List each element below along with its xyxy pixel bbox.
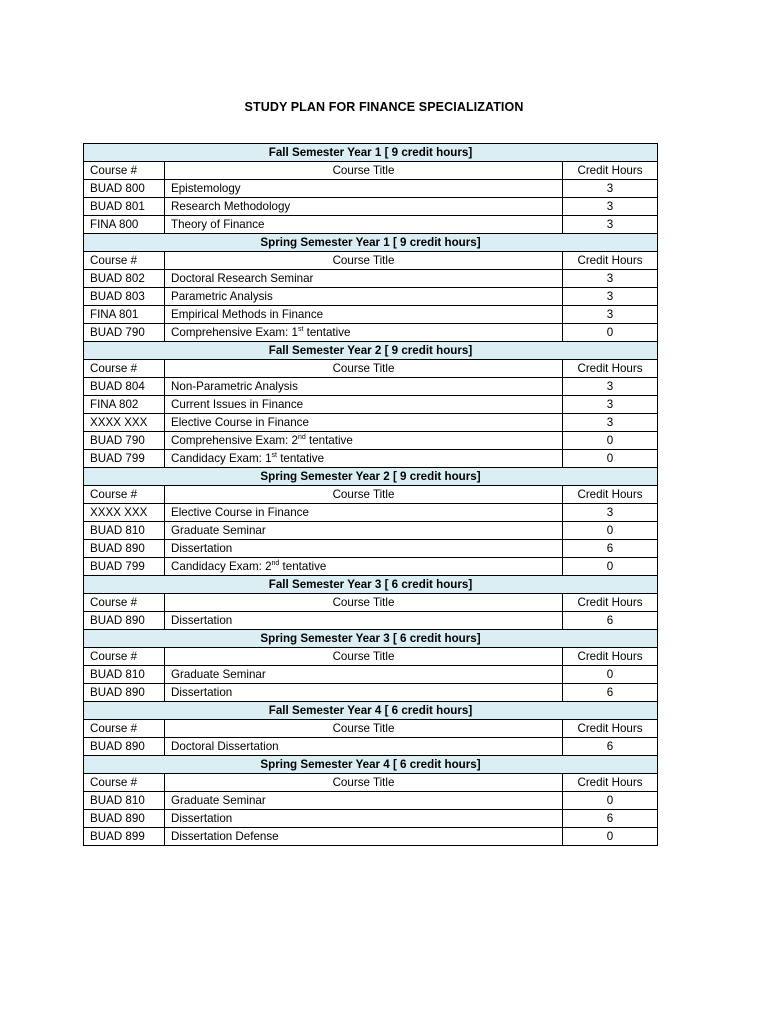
course-title-cell <box>165 684 563 702</box>
table-row <box>84 540 658 558</box>
course-code: BUAD 810 <box>84 792 165 810</box>
course-title: Elective Course in Finance <box>171 415 309 429</box>
course-code: BUAD 801 <box>84 198 165 216</box>
column-header-row <box>84 594 658 612</box>
course-title-cell <box>165 522 563 540</box>
column-header-course-number: Course # <box>84 774 165 792</box>
credit-hours: 0 <box>563 828 658 846</box>
course-title-cell <box>165 324 563 342</box>
course-title: Comprehensive Exam: 2 <box>171 433 298 447</box>
course-title: Doctoral Research Seminar <box>171 271 314 285</box>
course-title-cell <box>165 288 563 306</box>
semester-title: Spring Semester Year 2 [ 9 credit hours] <box>84 468 658 486</box>
course-title: Empirical Methods in Finance <box>171 307 324 321</box>
course-title: Graduate Seminar <box>171 523 266 537</box>
course-title-suffix: tentative <box>303 325 351 339</box>
course-title-cell <box>165 504 563 522</box>
column-header-course-number: Course # <box>84 252 165 270</box>
course-title-cell <box>165 558 563 576</box>
study-plan-body <box>84 144 658 846</box>
course-title: Dissertation <box>171 613 233 627</box>
course-title-cell <box>165 810 563 828</box>
semester-header-row <box>84 342 658 360</box>
course-title-cell <box>165 414 563 432</box>
table-row <box>84 270 658 288</box>
course-code: FINA 802 <box>84 396 165 414</box>
course-title-cell <box>165 396 563 414</box>
semester-title: Fall Semester Year 4 [ 6 credit hours] <box>84 702 658 720</box>
course-title-suffix: tentative <box>279 559 327 573</box>
course-code: FINA 800 <box>84 216 165 234</box>
semester-title: Spring Semester Year 4 [ 6 credit hours] <box>84 756 658 774</box>
course-title-suffix: tentative <box>276 451 325 465</box>
table-row <box>84 738 658 756</box>
column-header-course-number: Course # <box>84 720 165 738</box>
credit-hours: 3 <box>563 504 658 522</box>
course-title: Doctoral Dissertation <box>171 739 279 753</box>
course-code: BUAD 810 <box>84 522 165 540</box>
semester-title: Spring Semester Year 1 [ 9 credit hours] <box>84 234 658 252</box>
column-header-row <box>84 648 658 666</box>
course-title: Non-Parametric Analysis <box>171 379 298 393</box>
course-code: BUAD 803 <box>84 288 165 306</box>
column-header-credit-hours: Credit Hours <box>563 360 658 378</box>
credit-hours: 0 <box>563 450 658 468</box>
ordinal-suffix: st <box>297 325 304 333</box>
course-title-cell <box>165 666 563 684</box>
course-code: BUAD 790 <box>84 432 165 450</box>
semester-title: Fall Semester Year 1 [ 9 credit hours] <box>84 144 658 162</box>
course-title-cell <box>165 792 563 810</box>
course-title-cell <box>165 432 563 450</box>
column-header-course-title: Course Title <box>165 594 563 612</box>
credit-hours: 6 <box>563 540 658 558</box>
semester-header-row <box>84 234 658 252</box>
course-code: BUAD 890 <box>84 810 165 828</box>
table-row <box>84 432 658 450</box>
table-row <box>84 324 658 342</box>
column-header-credit-hours: Credit Hours <box>563 162 658 180</box>
column-header-course-number: Course # <box>84 594 165 612</box>
study-plan-table <box>83 143 658 846</box>
course-code: BUAD 790 <box>84 324 165 342</box>
course-title-cell <box>165 450 563 468</box>
table-row <box>84 666 658 684</box>
course-code: BUAD 810 <box>84 666 165 684</box>
table-row <box>84 558 658 576</box>
column-header-credit-hours: Credit Hours <box>563 594 658 612</box>
semester-header-row <box>84 576 658 594</box>
course-title: Graduate Seminar <box>171 667 266 681</box>
table-row <box>84 612 658 630</box>
column-header-course-title: Course Title <box>165 720 563 738</box>
course-title-cell <box>165 270 563 288</box>
course-title: Graduate Seminar <box>171 793 266 807</box>
course-title-cell <box>165 828 563 846</box>
table-row <box>84 396 658 414</box>
column-header-credit-hours: Credit Hours <box>563 252 658 270</box>
table-row <box>84 306 658 324</box>
credit-hours: 3 <box>563 270 658 288</box>
course-code: BUAD 890 <box>84 684 165 702</box>
column-header-row <box>84 360 658 378</box>
semester-header-row <box>84 756 658 774</box>
column-header-course-title: Course Title <box>165 252 563 270</box>
document-title: STUDY PLAN FOR FINANCE SPECIALIZATION <box>244 100 524 114</box>
semester-title: Fall Semester Year 2 [ 9 credit hours] <box>84 342 658 360</box>
credit-hours: 3 <box>563 198 658 216</box>
course-title-suffix: tentative <box>305 433 353 447</box>
course-code: BUAD 799 <box>84 450 165 468</box>
table-row <box>84 198 658 216</box>
credit-hours: 6 <box>563 684 658 702</box>
credit-hours: 3 <box>563 414 658 432</box>
ordinal-suffix: st <box>271 451 277 459</box>
table-row <box>84 792 658 810</box>
credit-hours: 6 <box>563 810 658 828</box>
course-title: Epistemology <box>171 181 241 195</box>
course-title: Theory of Finance <box>171 217 265 231</box>
column-header-row <box>84 162 658 180</box>
ordinal-suffix: nd <box>271 559 280 567</box>
table-row <box>84 522 658 540</box>
course-code: FINA 801 <box>84 306 165 324</box>
column-header-row <box>84 252 658 270</box>
course-code: BUAD 802 <box>84 270 165 288</box>
credit-hours: 0 <box>563 792 658 810</box>
course-code: BUAD 804 <box>84 378 165 396</box>
table-row <box>84 450 658 468</box>
course-title: Dissertation <box>171 685 233 699</box>
column-header-credit-hours: Credit Hours <box>563 774 658 792</box>
course-title-cell <box>165 738 563 756</box>
credit-hours: 3 <box>563 306 658 324</box>
credit-hours: 0 <box>563 432 658 450</box>
semester-header-row <box>84 702 658 720</box>
semester-title: Spring Semester Year 3 [ 6 credit hours] <box>84 630 658 648</box>
table-row <box>84 828 658 846</box>
credit-hours: 3 <box>563 396 658 414</box>
column-header-row <box>84 486 658 504</box>
column-header-credit-hours: Credit Hours <box>563 720 658 738</box>
table-row <box>84 216 658 234</box>
semester-header-row <box>84 468 658 486</box>
column-header-course-number: Course # <box>84 162 165 180</box>
credit-hours: 3 <box>563 180 658 198</box>
column-header-row <box>84 774 658 792</box>
course-code: BUAD 890 <box>84 540 165 558</box>
table-row <box>84 684 658 702</box>
credit-hours: 3 <box>563 216 658 234</box>
table-row <box>84 414 658 432</box>
course-code: BUAD 799 <box>84 558 165 576</box>
course-title-cell <box>165 378 563 396</box>
course-title: Elective Course in Finance <box>171 505 309 519</box>
course-title-cell <box>165 612 563 630</box>
table-row <box>84 378 658 396</box>
course-title: Parametric Analysis <box>171 289 273 303</box>
column-header-course-title: Course Title <box>165 360 563 378</box>
column-header-course-title: Course Title <box>165 648 563 666</box>
course-title-cell <box>165 198 563 216</box>
course-title: Dissertation Defense <box>171 829 279 843</box>
course-title-cell <box>165 216 563 234</box>
semester-header-row <box>84 144 658 162</box>
table-row <box>84 288 658 306</box>
course-title: Candidacy Exam: 1 <box>171 451 272 465</box>
semester-title: Fall Semester Year 3 [ 6 credit hours] <box>84 576 658 594</box>
course-title-cell <box>165 306 563 324</box>
ordinal-suffix: nd <box>297 433 306 441</box>
course-code: XXXX XXX <box>84 414 165 432</box>
course-title: Dissertation <box>171 541 233 555</box>
course-code: BUAD 800 <box>84 180 165 198</box>
column-header-course-title: Course Title <box>165 486 563 504</box>
table-row <box>84 180 658 198</box>
column-header-course-number: Course # <box>84 360 165 378</box>
course-title: Candidacy Exam: 2 <box>171 559 272 573</box>
course-title: Dissertation <box>171 811 233 825</box>
course-title: Research Methodology <box>171 199 291 213</box>
credit-hours: 0 <box>563 666 658 684</box>
column-header-row <box>84 720 658 738</box>
column-header-course-number: Course # <box>84 648 165 666</box>
column-header-credit-hours: Credit Hours <box>563 648 658 666</box>
course-title-cell <box>165 540 563 558</box>
table-row <box>84 504 658 522</box>
credit-hours: 0 <box>563 324 658 342</box>
column-header-course-title: Course Title <box>165 162 563 180</box>
column-header-credit-hours: Credit Hours <box>563 486 658 504</box>
course-code: BUAD 899 <box>84 828 165 846</box>
column-header-course-number: Course # <box>84 486 165 504</box>
credit-hours: 3 <box>563 288 658 306</box>
course-title-cell <box>165 180 563 198</box>
course-title: Current Issues in Finance <box>171 397 304 411</box>
credit-hours: 6 <box>563 612 658 630</box>
column-header-course-title: Course Title <box>165 774 563 792</box>
course-code: XXXX XXX <box>84 504 165 522</box>
credit-hours: 3 <box>563 378 658 396</box>
table-row <box>84 810 658 828</box>
credit-hours: 6 <box>563 738 658 756</box>
course-code: BUAD 890 <box>84 738 165 756</box>
credit-hours: 0 <box>563 558 658 576</box>
credit-hours: 0 <box>563 522 658 540</box>
course-code: BUAD 890 <box>84 612 165 630</box>
semester-header-row <box>84 630 658 648</box>
course-title: Comprehensive Exam: 1 <box>171 325 298 339</box>
